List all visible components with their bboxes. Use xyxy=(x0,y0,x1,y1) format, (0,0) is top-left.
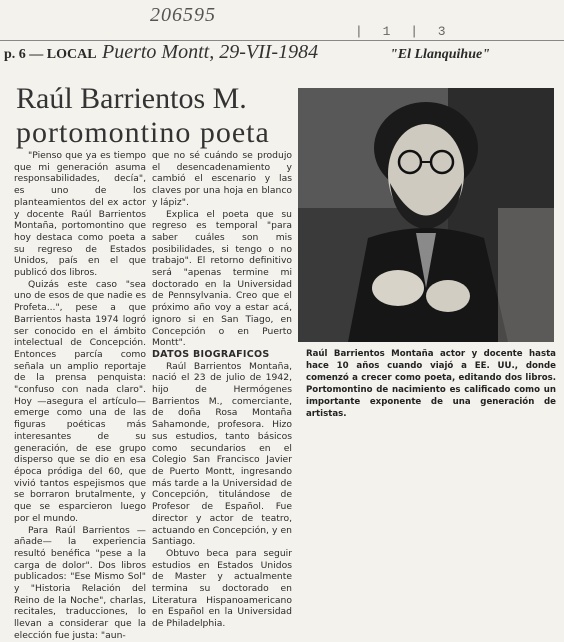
article-column-2 xyxy=(152,150,292,630)
newspaper-name: "El Llanquihue" xyxy=(390,47,490,62)
subheading: DATOS BIOGRAFICOS xyxy=(152,348,270,360)
handwritten-place-date: Puerto Montt, 29-VII-1984 xyxy=(102,41,319,63)
portrait-image xyxy=(298,88,554,342)
column-marks: | 1 | 3 xyxy=(355,24,452,39)
paragraph: Quizás este caso "sea uno de esos de que nadie es Profeta...", pese a que Barrientos hasta 1974 logró ser conocido en el ámbito intelectual de Concepción. Entonces parcía como señala un amplio reportaje de la prensa penquista: "confuso con nada claro". Hoy —asegura el artículo— emerge como una de las figuras poéticas más interesantes de su generación, de ese grupo disperso que se dio en esa época pródiga del 60, que vivió tantos espejismos que se borraron brutalmente, y que se esparcieron luego por el mundo. xyxy=(14,278,146,524)
paragraph: Raúl Barrientos Montaña, nació el 23 de julio de 1942, hijo de Hermógenes Barrientos M., comerciante, de doña Rosa Montaña Sahamonde, profesora. Hizo sus estudios, tanto básicos como secundarios en el Colegio San Francisco Javier de Puerto Montt, ingresando más tarde a la Universidad de Concepción, titulándose de Profesor de Español. Fue director y actor de teatro, actuando en Concepción, y en Santiago. xyxy=(152,360,292,548)
paragraph: Obtuvo beca para seguir estudios en Estados Unidos de Master y actualmente termina su doctorado en Literatura Hispanoamericano en Español en la Universidad de Philadelphia. xyxy=(152,547,292,630)
paragraph: Explica el poeta que su regreso es temporal "para saber cuáles son mis posibilidades, si tengo o no trabajo". El retorno definitivo será "apenas termine mi doctorado en la Universidad de Pennsylvania. Creo que el próximo año voy a estar acá, ignoro si en San Tiago, en Concepción o en Puerto Montt". xyxy=(152,208,292,349)
page-section-label: p. 6 — LOCAL xyxy=(4,47,97,62)
paragraph: Para Raúl Barrientos —añade— la experiencia resultó benéfica "pese a la carga de dolor". Dos libros publicados: "Ese Mismo Sol" y "Historia Relación del Reino de la Noche", charlas, recitales, traducciones, lo llevan a considerar que la elección fue justa: "aun- xyxy=(14,524,146,641)
portrait-photo xyxy=(298,88,554,342)
article-column-1 xyxy=(14,150,146,642)
article-title xyxy=(16,82,296,150)
paragraph: que no sé cuándo se produjo el desencadenamiento y cambió el escenario y las claves por una hoja en blanco y lápiz". xyxy=(152,150,292,208)
archive-number: 206595 xyxy=(150,4,216,26)
title-line-1: Raúl Barrientos M. xyxy=(16,82,247,115)
paragraph: "Pienso que ya es tiempo que mi generación asuma responsabilidades, decía", es uno de los planteamientos del ex actor y docente Raúl Barrientos Montaña, portomontino que hoy destaca como poeta a su regreso de Estados Unidos, país en el que publicó dos libros. xyxy=(14,150,146,279)
title-line-2: portomontino poeta xyxy=(16,116,270,149)
photo-caption: Raúl Barrientos Montaña actor y docente hasta hace 10 años cuando viajó a EE. UU., donde comenzó a crecer como poeta, editando dos libros. Portomontino de nacimiento es calificado como un importante exponente de una generación de artistas. xyxy=(306,349,556,419)
newspaper-header xyxy=(0,40,564,69)
